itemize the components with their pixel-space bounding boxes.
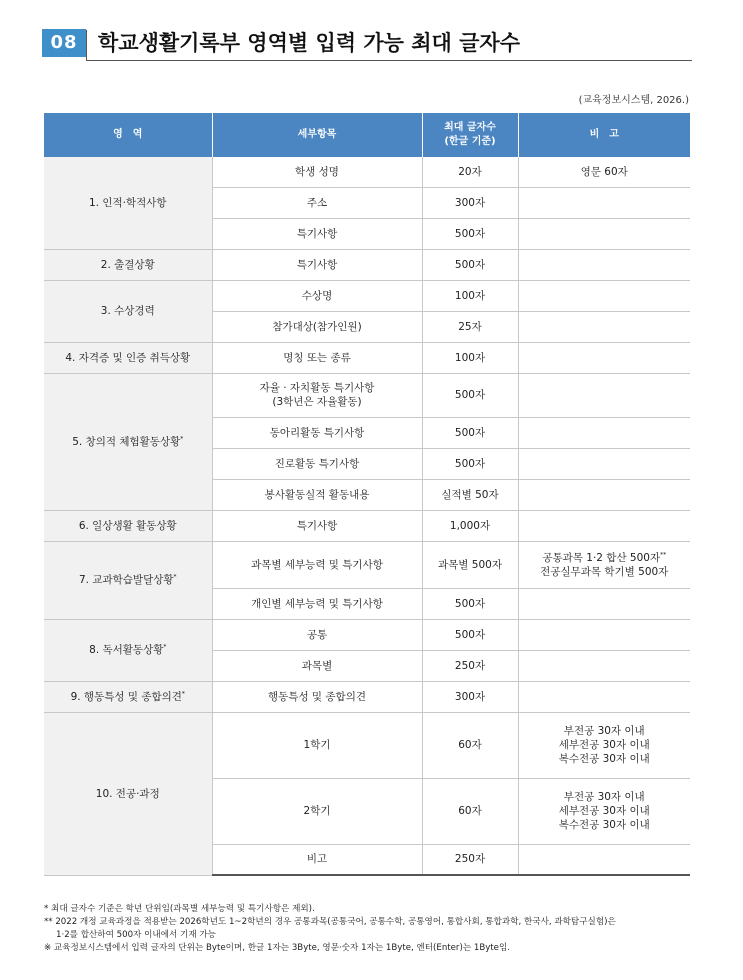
footnotes [44, 903, 694, 955]
column-header-max: 최대 글자수 (한글 기준) [422, 113, 518, 157]
item-cell: 수상명 [212, 280, 422, 311]
source-note: (교육정보시스템, 2026.) [578, 95, 689, 106]
note-cell [518, 373, 690, 417]
table-row [44, 249, 690, 280]
column-header-area: 영 역 [44, 113, 212, 157]
item-cell: 1학기 [212, 712, 422, 778]
item-cell: 동아리활동 특기사항 [212, 417, 422, 448]
note-cell: 영문 60자 [518, 157, 690, 187]
note-cell [518, 541, 690, 588]
note-cell [518, 479, 690, 510]
section-heading [42, 26, 692, 62]
area-cell [44, 373, 212, 510]
area-label: 5. 창의적 체험활동상황 [72, 435, 181, 448]
item-cell: 특기사항 [212, 218, 422, 249]
item-cell: 진로활동 특기사항 [212, 448, 422, 479]
area-cell [44, 619, 212, 681]
item-cell: 비고 [212, 844, 422, 875]
max-chars-cell: 500자 [422, 249, 518, 280]
max-chars-cell: 실적별 50자 [422, 479, 518, 510]
note-text: 공통과목 1·2 합산 500자 [542, 551, 661, 564]
item-cell: 학생 성명 [212, 157, 422, 187]
character-limit-table [44, 113, 690, 876]
max-chars-cell: 1,000자 [422, 510, 518, 541]
note-cell [518, 249, 690, 280]
table-row [44, 342, 690, 373]
max-chars-cell: 500자 [422, 373, 518, 417]
item-cell: 참가대상(참가인원) [212, 311, 422, 342]
max-chars-cell: 300자 [422, 681, 518, 712]
area-footnote-mark: * [181, 690, 185, 697]
area-cell [44, 712, 212, 875]
area-label: 8. 독서활동상황 [89, 644, 164, 656]
table-row [44, 619, 690, 650]
section-number-badge: 08 [42, 29, 86, 57]
footnote-2-continued: 1·2를 합산하여 500자 이내에서 기재 가능 [56, 930, 216, 940]
item-cell: 명칭 또는 종류 [212, 342, 422, 373]
max-chars-cell: 과목별 500자 [422, 541, 518, 588]
max-chars-cell: 500자 [422, 417, 518, 448]
note-cell [518, 650, 690, 681]
note-cell [518, 448, 690, 479]
page-title: 학교생활기록부 영역별 입력 가능 최대 글자수 [98, 31, 520, 55]
heading-underline [86, 60, 692, 61]
table-row [44, 681, 690, 712]
note-cell [518, 510, 690, 541]
max-chars-cell: 500자 [422, 448, 518, 479]
item-cell: 특기사항 [212, 510, 422, 541]
area-footnote-mark: * [163, 643, 167, 651]
area-label: 4. 자격증 및 인증 취득상황 [65, 351, 191, 364]
note-cell [518, 342, 690, 373]
area-label: 10. 전공·과정 [95, 787, 160, 800]
item-cell: 과목별 세부능력 및 특기사항 [212, 541, 422, 588]
area-footnote-mark: * [180, 435, 184, 442]
note-text-line2: 전공실무과목 학기별 500자 [540, 565, 669, 578]
column-header-item: 세부항목 [212, 113, 422, 157]
item-cell: 봉사활동실적 활동내용 [212, 479, 422, 510]
item-cell: 자율 · 자치활동 특기사항 (3학년은 자율활동) [212, 373, 422, 417]
area-cell [44, 342, 212, 373]
max-chars-cell: 100자 [422, 342, 518, 373]
column-header-note: 비 고 [518, 113, 690, 157]
item-cell: 행동특성 및 종합의견 [212, 681, 422, 712]
table-body [44, 157, 690, 875]
max-chars-cell: 250자 [422, 844, 518, 875]
area-cell [44, 157, 212, 249]
area-label: 1. 인적·학적사항 [88, 196, 167, 209]
note-cell [518, 844, 690, 875]
note-cell [518, 619, 690, 650]
footnote-1: * 최대 글자수 기준은 학년 단위임(과목별 세부능력 및 특기사항은 제외). [44, 904, 315, 914]
area-cell [44, 541, 212, 619]
area-label: 2. 출결상황 [100, 258, 155, 271]
max-chars-cell: 60자 [422, 712, 518, 778]
area-cell [44, 280, 212, 342]
note-cell: 부전공 30자 이내 세부전공 30자 이내 복수전공 30자 이내 [518, 712, 690, 778]
note-cell [518, 417, 690, 448]
footnote-3: ※ 교육정보시스템에서 입력 글자의 단위는 Byte이며, 한글 1자는 3Byte, 영문·숫자 1자는 1Byte, 엔터(Enter)는 1Byte임. [44, 943, 510, 953]
max-chars-cell: 25자 [422, 311, 518, 342]
max-chars-cell: 300자 [422, 187, 518, 218]
max-chars-cell: 60자 [422, 778, 518, 844]
max-chars-cell: 500자 [422, 218, 518, 249]
footnote-2: ** 2022 개정 교육과정을 적용받는 2026학년도 1~2학년의 경우 공통과목(공통국어, 공통수학, 공통영어, 통합사회, 통합과학, 한국사, 과학탐구실험)은 [44, 917, 616, 927]
table-row [44, 712, 690, 778]
table-row [44, 373, 690, 417]
table-row [44, 541, 690, 588]
area-cell [44, 510, 212, 541]
note-cell [518, 187, 690, 218]
item-cell: 특기사항 [212, 249, 422, 280]
table-row [44, 157, 690, 187]
max-chars-cell: 100자 [422, 280, 518, 311]
table-row [44, 510, 690, 541]
area-footnote-mark: * [173, 573, 177, 581]
area-label: 7. 교과학습발달상황 [79, 574, 174, 586]
area-cell [44, 249, 212, 280]
table-header-row [44, 113, 690, 157]
max-chars-cell: 500자 [422, 619, 518, 650]
note-cell [518, 311, 690, 342]
table-row [44, 280, 690, 311]
note-footnote-mark: ** [660, 551, 667, 558]
note-cell [518, 681, 690, 712]
max-chars-cell: 250자 [422, 650, 518, 681]
item-cell: 공통 [212, 619, 422, 650]
area-cell [44, 681, 212, 712]
item-cell: 주소 [212, 187, 422, 218]
note-cell: 부전공 30자 이내 세부전공 30자 이내 복수전공 30자 이내 [518, 778, 690, 844]
area-label: 3. 수상경력 [100, 305, 155, 317]
heading-divider [86, 30, 87, 61]
area-label: 9. 행동특성 및 종합의견 [70, 690, 182, 703]
note-cell [518, 280, 690, 311]
item-cell: 2학기 [212, 778, 422, 844]
max-chars-cell: 20자 [422, 157, 518, 187]
item-cell: 과목별 [212, 650, 422, 681]
note-cell [518, 218, 690, 249]
item-cell: 개인별 세부능력 및 특기사항 [212, 588, 422, 619]
note-cell [518, 588, 690, 619]
area-label: 6. 일상생활 활동상황 [78, 519, 177, 532]
max-chars-cell: 500자 [422, 588, 518, 619]
